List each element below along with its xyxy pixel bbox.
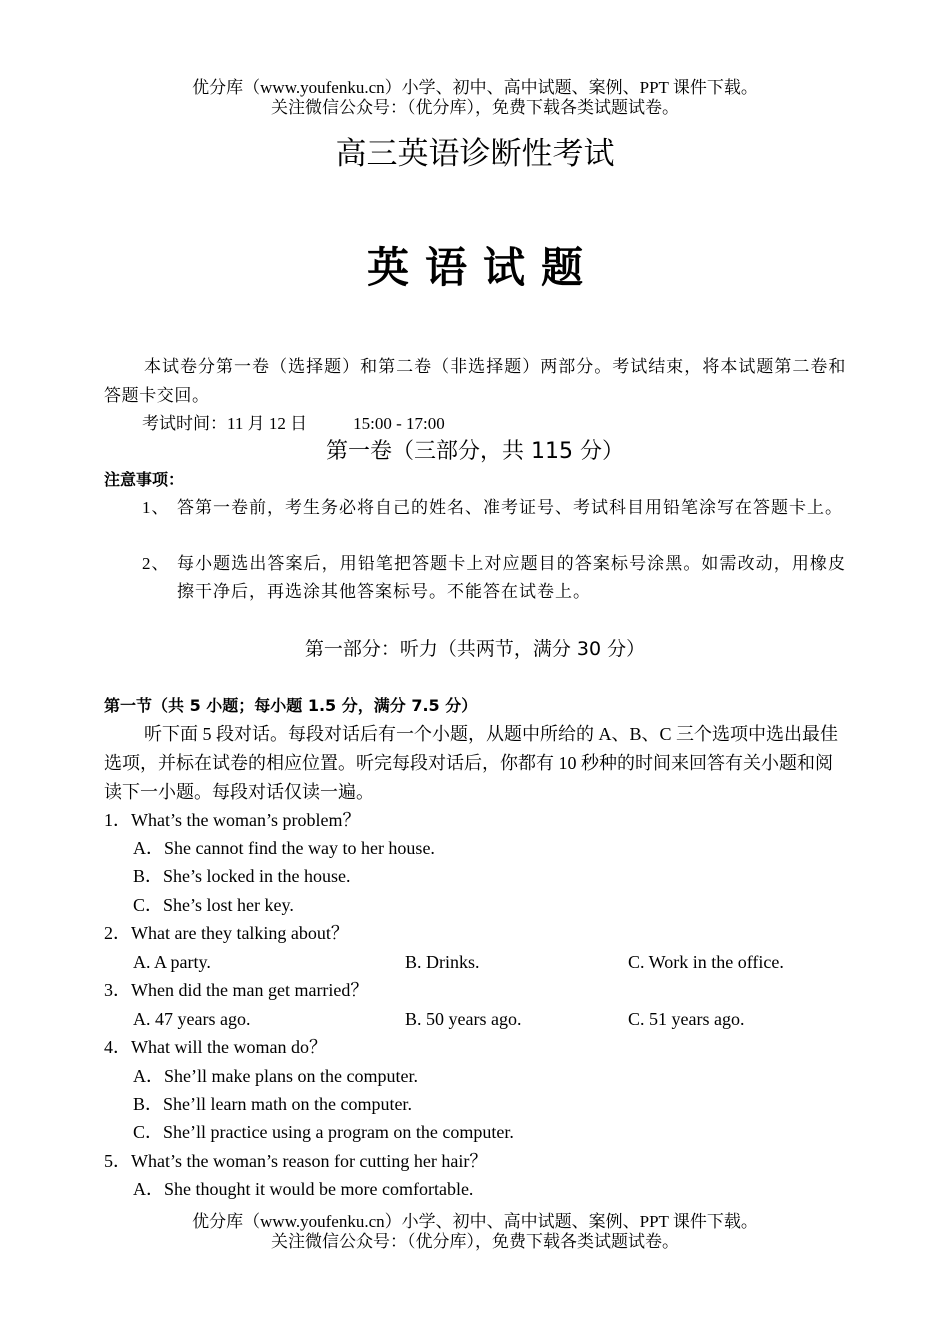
volume-heading: 第一卷（三部分，共 115 分） xyxy=(326,439,624,464)
note-number: 2、 xyxy=(142,554,170,573)
answer-option: A．She thought it would be more comfortable. xyxy=(133,1179,474,1199)
exam-time-label: 考试时间：11 月 12 日 xyxy=(142,414,308,433)
question-stem: 3．When did the man get married？ xyxy=(104,980,369,1000)
subject-title: 英语试题 xyxy=(366,243,599,292)
answer-option: C. Work in the office. xyxy=(628,952,784,972)
note-number: 1、 xyxy=(142,498,170,517)
answer-option: C．She’s lost her key. xyxy=(133,895,294,915)
question-stem: 1．What’s the woman’s problem？ xyxy=(104,810,361,830)
question-stem: 4．What will the woman do？ xyxy=(104,1037,327,1057)
notes-title: 注意事项： xyxy=(104,470,185,489)
part-heading: 第一部分：听力（共两节，满分 30 分） xyxy=(304,638,646,660)
answer-option: B．She’s locked in the house. xyxy=(133,866,351,886)
question-stem: 5．What’s the woman’s reason for cutting her hair？ xyxy=(104,1151,488,1171)
answer-option: C. 51 years ago. xyxy=(628,1009,745,1029)
note-item xyxy=(142,494,846,522)
header-line-1: 优分库（www.youfenku.cn）小学、初中、高中试题、案例、PPT 课件下载。 xyxy=(192,78,758,97)
intro-paragraph: 本试卷分第一卷（选择题）和第二卷（非选择题）两部分。考试结束，将本试题第二卷和答题卡交回。 xyxy=(104,357,846,405)
answer-option: B. Drinks. xyxy=(405,952,480,972)
answer-option: A. A party. xyxy=(133,952,211,972)
answer-option: A. 47 years ago. xyxy=(133,1009,251,1029)
footer-line-1: 优分库（www.youfenku.cn）小学、初中、高中试题、案例、PPT 课件下载。 xyxy=(192,1212,758,1231)
note-text: 答第一卷前，考生务必将自己的姓名、准考证号、考试科目用铅笔涂写在答题卡上。 xyxy=(177,498,843,517)
exam-time xyxy=(142,409,445,438)
answer-option: C．She’ll practice using a program on the computer. xyxy=(133,1122,514,1142)
question-stem: 2．What are they talking about？ xyxy=(104,923,349,943)
note-item xyxy=(142,550,846,606)
exam-title: 高三英语诊断性考试 xyxy=(335,136,615,172)
answer-option: A．She’ll make plans on the computer. xyxy=(133,1066,418,1086)
answer-option: B．She’ll learn math on the computer. xyxy=(133,1094,412,1114)
header-line-2: 关注微信公众号：（优分库），免费下载各类试题试卷。 xyxy=(271,98,679,117)
section-heading: 第一节（共 5 小题；每小题 1.5 分，满分 7.5 分） xyxy=(104,696,478,715)
note-text: 每小题选出答案后，用铅笔把答题卡上对应题目的答案标号涂黑。如需改动，用橡皮擦干净后，再选涂其他答案标号。不能答在试卷上。 xyxy=(177,554,846,601)
answer-option: B. 50 years ago. xyxy=(405,1009,522,1029)
exam-time-range: 15:00 - 17:00 xyxy=(353,414,445,433)
answer-option: A．She cannot find the way to her house. xyxy=(133,838,435,858)
footer-line-2: 关注微信公众号：（优分库），免费下载各类试题试卷。 xyxy=(271,1232,679,1251)
directions-paragraph: 听下面 5 段对话。每段对话后有一个小题，从题中所给的 A、B、C 三个选项中选出最佳选项，并标在试卷的相应位置。听完每段对话后，你都有 10 秒种的时间来回答有关小题和阅读下一小题。每段对话仅读一遍。 xyxy=(104,724,839,802)
